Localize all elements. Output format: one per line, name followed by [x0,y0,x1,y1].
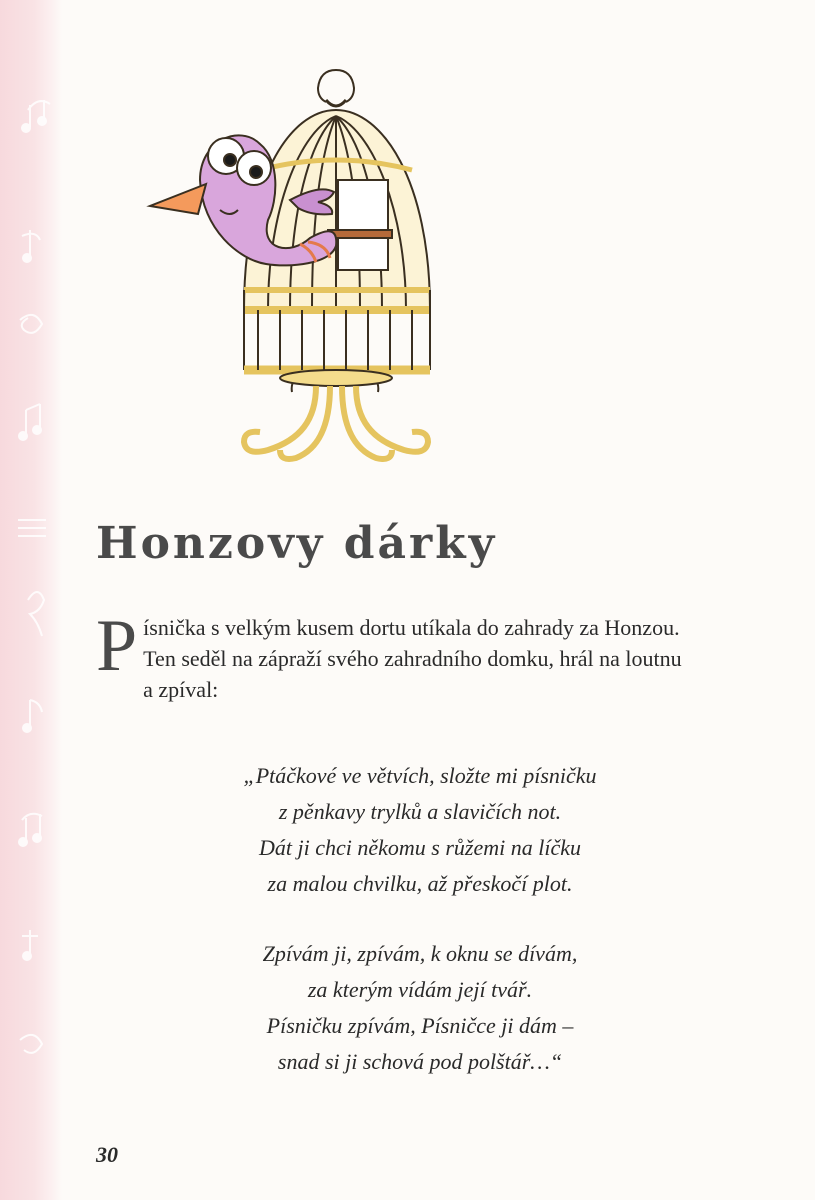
poem-line: Písničku zpívám, Písničce ji dám – [266,1013,574,1038]
poem-stanza [180,936,660,1080]
page-number: 30 [96,1142,118,1167]
intro-paragraph [96,605,786,705]
drop-cap: P [96,605,138,687]
page-title: Honzovy dárky [96,518,498,569]
paragraph-line: ísnička s velkým kusem dortu utíkala do zahrady za Honzou. [143,615,680,640]
bird-in-cage-illustration [140,60,470,490]
poem-line: za malou chvilku, až přeskočí plot. [267,871,573,896]
poem-line: snad si ji schová pod polštář…“ [277,1049,563,1074]
poem-line: „Ptáčkové ve větvích, složte mi písničku [243,763,597,788]
music-notes-decoration [0,0,62,1200]
poem-line: z pěnkavy trylků a slavičích not. [278,799,562,824]
poem-line: Zpívám ji, zpívám, k oknu se dívám, [262,941,578,966]
poem-stanza [180,758,660,902]
paragraph-line: Ten seděl na zápraží svého zahradního domku, hrál na loutnu [143,646,682,671]
poem [180,758,660,1114]
decorative-side-strip [0,0,62,1200]
poem-line: za kterým vídám její tvář. [307,977,533,1002]
poem-line: Dát ji chci někomu s růžemi na líčku [259,835,581,860]
paragraph-line: a zpíval: [143,677,219,702]
